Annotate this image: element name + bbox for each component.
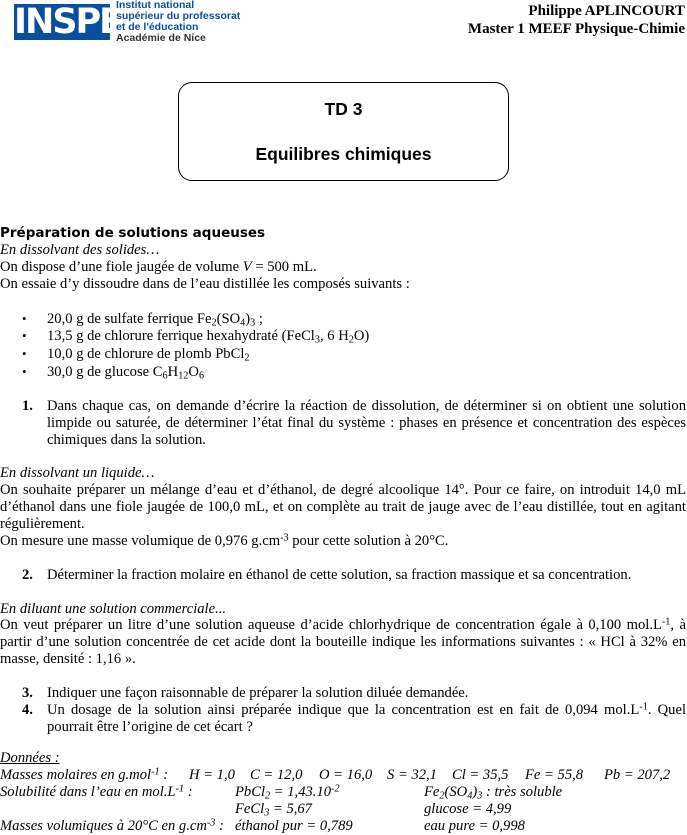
paragraph-line: On souhaite préparer un mélange d’eau et d’éthanol, de degré alcoolique 14°. Pour ce faire, on introduit 14,0 mL: [0, 482, 686, 498]
molar-mass-H: H = 1,0: [189, 767, 235, 783]
solubility-glucose: glucose = 4,99: [424, 801, 512, 817]
section-heading: Préparation de solutions aqueuses: [0, 225, 266, 241]
paragraph-line: masse, densité : 1,16 ».: [0, 651, 136, 667]
subheading-dilution: En diluant une solution commerciale...: [0, 601, 227, 617]
subheading-liquide: En dissolvant un liquide…: [0, 465, 155, 481]
logo-caption: [116, 0, 240, 44]
author-name: Philippe APLINCOURT: [528, 3, 685, 19]
list-item: 20,0 g de sulfate ferrique $Fe_2(SO_4)_3$ ;: [47, 311, 263, 329]
list-item: 10,0 g de chlorure de plomb PbCl$_2$: [47, 346, 250, 364]
course-name: Master 1 MEEF Physique-Chimie: [467, 21, 685, 37]
question-3-number: 3.: [22, 685, 33, 701]
volume-line: On dispose d’une fiole jaugée de volume V = 500 mL.: [0, 259, 317, 275]
td-subject: Equilibres chimiques: [255, 144, 432, 164]
question-2-number: 2.: [22, 567, 33, 583]
molar-mass-C: C = 12,0: [250, 767, 303, 783]
solubility-fe2so43: $Fe_2(SO_4)_3$ : très soluble: [424, 784, 563, 802]
question-4-number: 4.: [22, 702, 33, 718]
compounds-intro: On essaie d’y dissoudre dans de l’eau distillée les composés suivants :: [0, 276, 410, 292]
density-label: Masses volumiques à 20°C en $g.cm^{-3}$ :: [0, 817, 224, 834]
question-3: Indiquer une façon raisonnable de préparer la solution diluée demandée.: [47, 685, 469, 701]
molar-mass-O: O = 16,0: [319, 767, 373, 783]
question-4-line-1: Un dosage de la solution ainsi préparée indique que la concentration est en fait de 0,094 $mol.L^{-1}$. Quel: [47, 701, 686, 718]
molar-mass-Fe: Fe = 55,8: [525, 767, 584, 783]
bullet-1: •: [22, 311, 27, 326]
donnees-heading: Données :: [0, 750, 60, 766]
density-water: eau pure = 0,998: [424, 818, 525, 834]
subheading-solides: En dissolvant des solides…: [0, 242, 160, 258]
logo-line-2: supérieur du professorat: [116, 10, 241, 22]
question-2: Déterminer la fraction molaire en éthanol de cette solution, sa fraction massique et sa concentration.: [47, 567, 632, 583]
logo-line-3: et de l'éducation: [116, 21, 199, 33]
logo-line-4: Académie de Nice: [116, 32, 206, 44]
paragraph-line: On veut préparer un litre d’une solution aqueuse d’acide chlorhydrique de concentration égale à 0,100 $mol.L^{-1}$, à: [0, 616, 686, 633]
question-1-line-2: limpide ou saturée, de déterminer l’état final du système : phases en présence et concentration des espèces: [47, 415, 686, 431]
density-line: On mesure une masse volumique de 0,976 $g.cm^{-3}$ pour cette solution à 20°C.: [0, 532, 449, 549]
td-number: TD 3: [324, 99, 363, 119]
question-4-line-2: pourrait être l’origine de cet écart ?: [47, 719, 253, 735]
logo-text: INSPE: [14, 2, 122, 42]
list-item: 30,0 g de glucose $C_6H_{12}O_6$: [47, 364, 205, 382]
question-1-line-1: Dans chaque cas, on demande d’écrire la réaction de dissolution, de déterminer si on obtient une solution: [47, 398, 686, 414]
title-box: [178, 82, 509, 181]
header-author-block: [468, 2, 685, 38]
list-item: 13,5 g de chlorure ferrique hexahydraté (FeCl$_3$, 6 $H_2O$): [47, 328, 370, 346]
molar-mass-S: S = 32,1: [387, 767, 437, 783]
question-4: [47, 702, 686, 736]
paragraph-line: d’éthanol dans une fiole jaugée de 100,0 mL, et on complète au trait de jauge avec de l’eau distillée, tout en agitant: [0, 499, 686, 515]
density-ethanol: éthanol pur = 0,789: [235, 818, 353, 834]
solubility-label: Solubilité dans l’eau en $mol.L^{-1}$ :: [0, 783, 193, 800]
bullet-3: •: [22, 346, 27, 361]
molar-mass-label: Masses molaires en g.mol$^{-1}$ :: [0, 766, 169, 783]
question-1-line-3: chimiques dans la solution.: [47, 432, 206, 448]
logo-line-1: Institut national: [116, 0, 195, 11]
question-1-number: 1.: [22, 398, 33, 414]
bullet-4: •: [22, 364, 27, 379]
solubility-pbcl2: PbCl$_2$ = $1,43.10^{-2}$: [235, 783, 340, 802]
molar-mass-Pb: Pb = 207,2: [604, 767, 671, 783]
paragraph-line: partir d’une solution concentrée de cet acide dont la bouteille indique les informations suivantes : « HCl à 32% en: [0, 634, 686, 650]
question-1: [47, 398, 686, 449]
paragraph-line: régulièrement.: [0, 516, 85, 532]
solubility-fecl3: FeCl$_3$ = 5,67: [235, 801, 312, 819]
molar-mass-Cl: Cl = 35,5: [452, 767, 509, 783]
bullet-2: •: [22, 328, 27, 343]
